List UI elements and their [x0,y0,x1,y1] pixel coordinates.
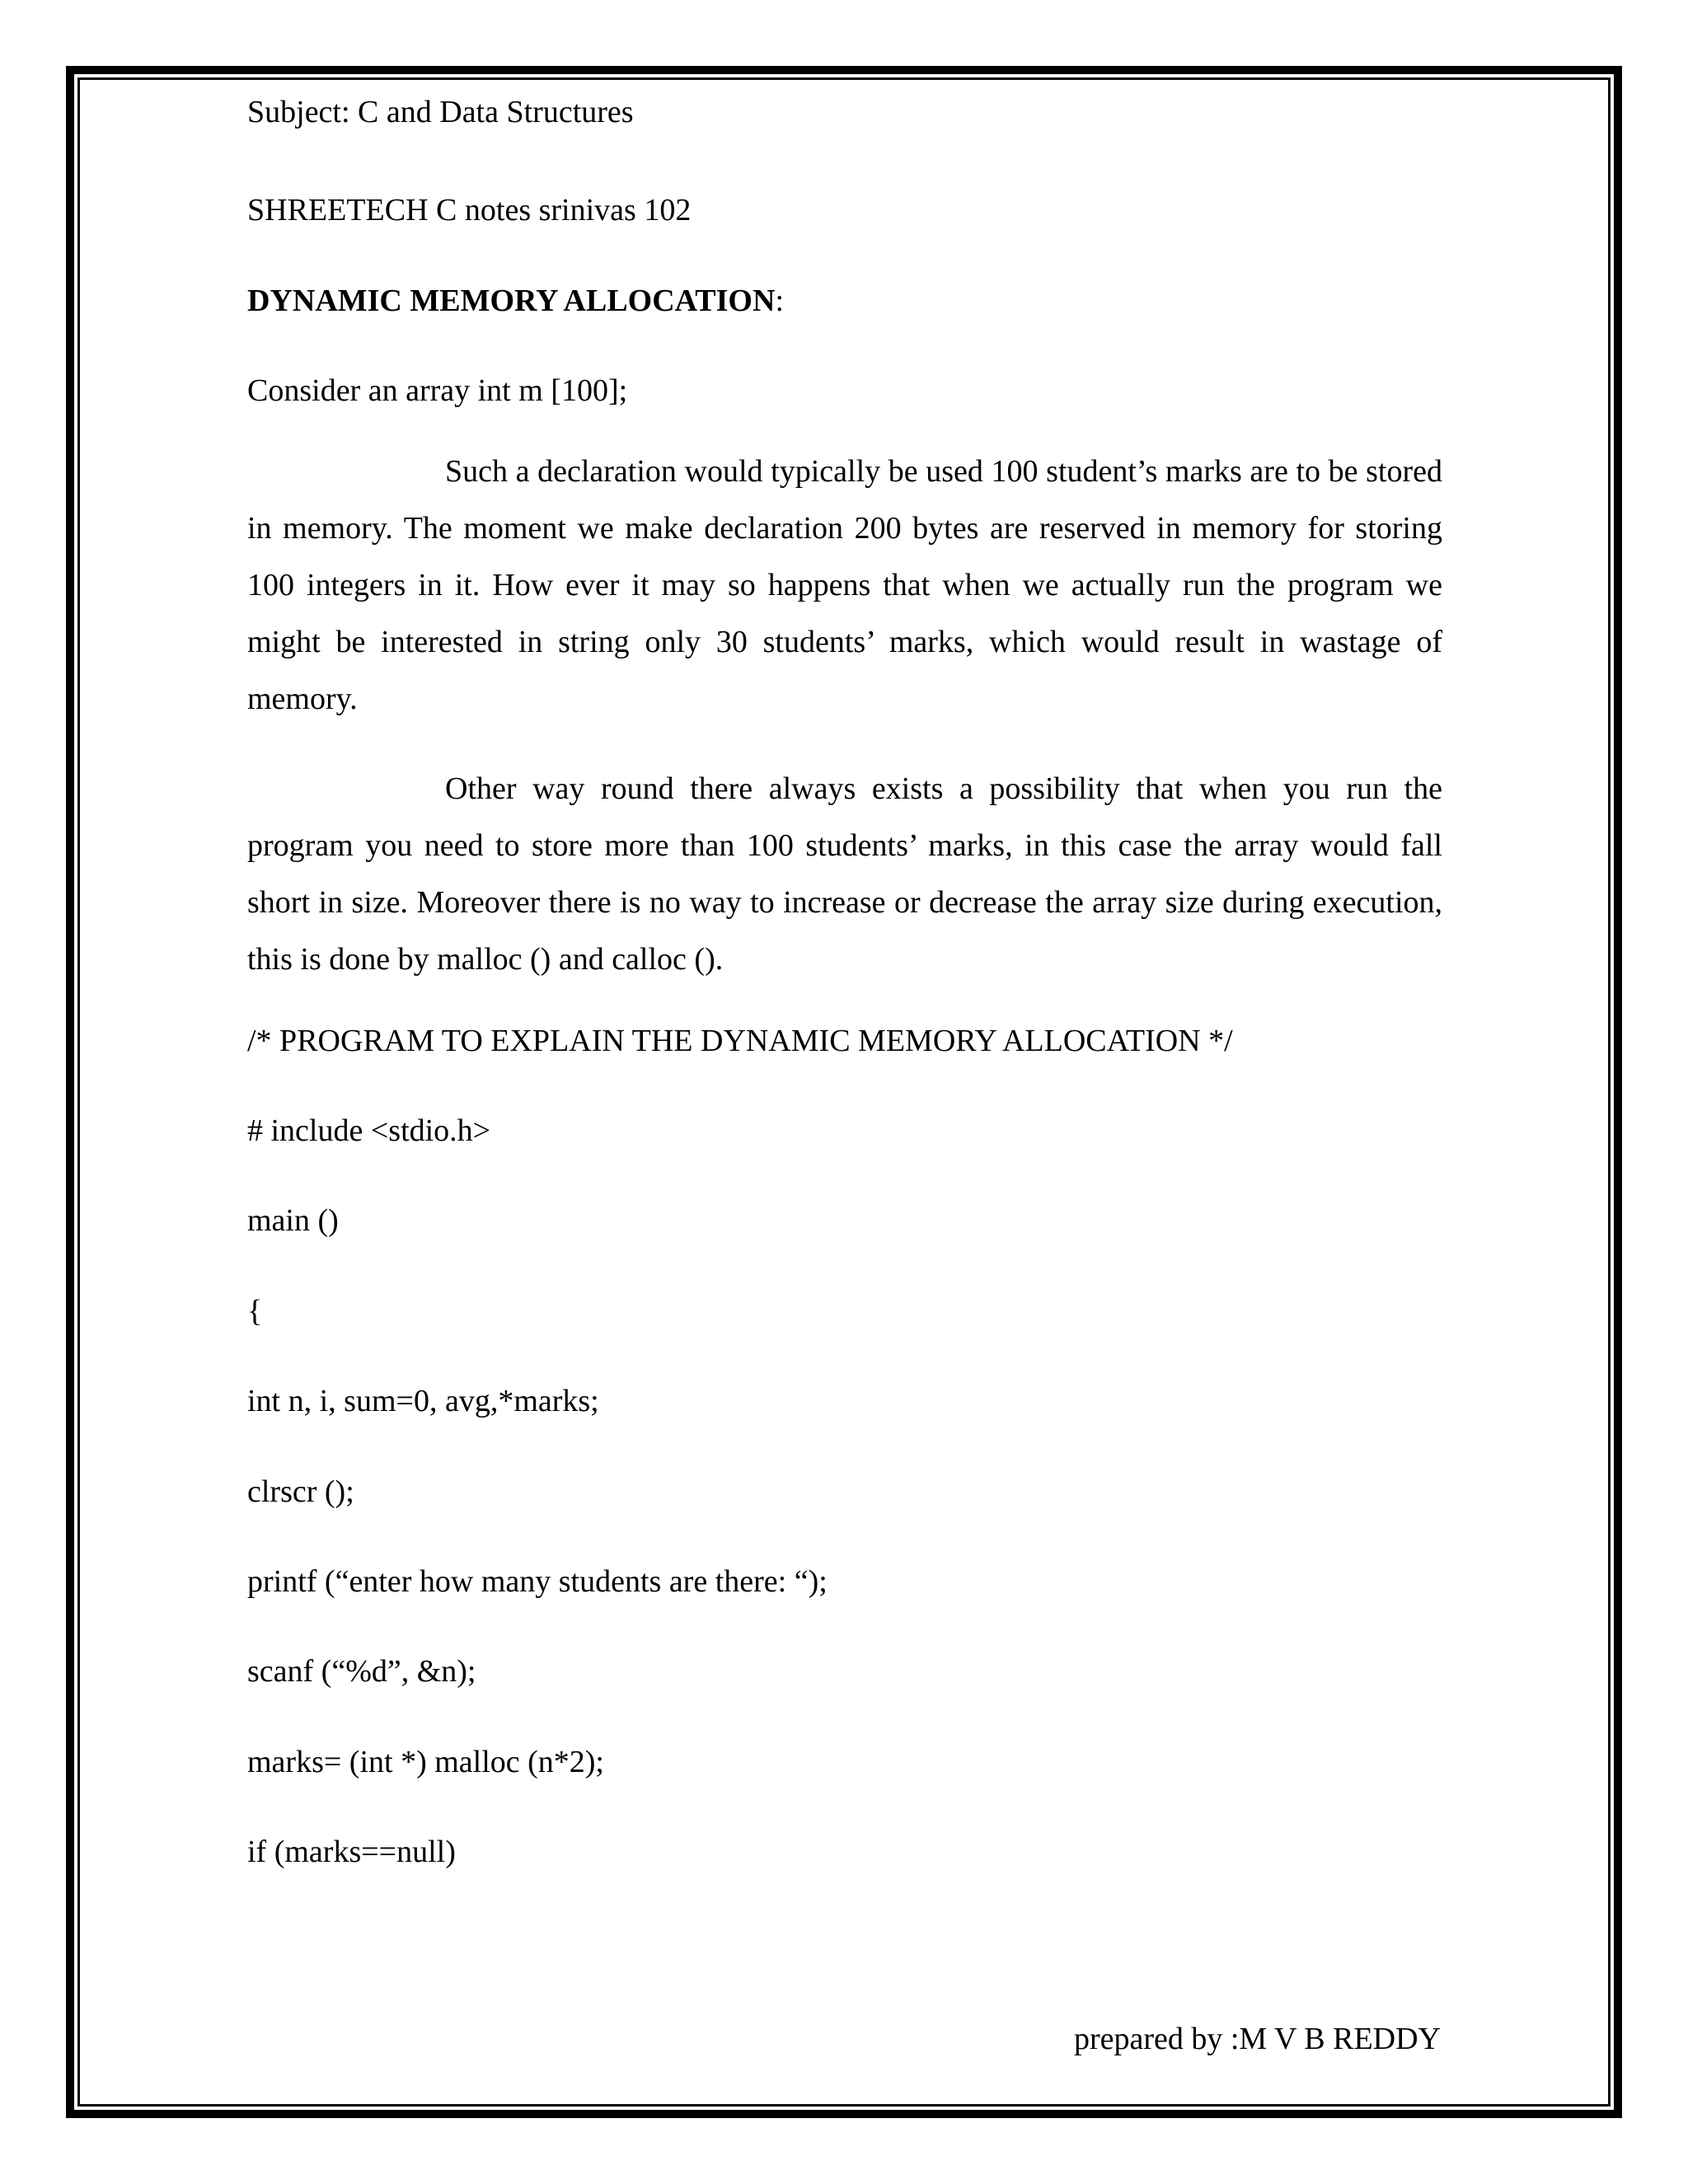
code-line: scanf (“%d”, &n); [247,1654,476,1690]
paragraph-1: Such a declaration would typically be used 100 student’s marks are to be stored in memory. The moment we make declaration 200 bytes are reserved in memory for storing 100 integers in it. How ever it may so happens that when we actually run the program we might be interested in string only 30 students’ marks, which would result in wastage of memory. [247,453,1442,716]
code-line: # include <stdio.h> [247,1113,491,1148]
paragraph-2: Other way round there always exists a possibility that when you run the program you need to store more than 100 students’ marks, in this case the array would fall short in size. Moreover there is no way to increase or decrease the array size during execution, this is done by malloc () and calloc (). [247,771,1442,977]
code-line: { [247,1293,263,1329]
program-comment: /* PROGRAM TO EXPLAIN THE DYNAMIC MEMORY ALLOCATION */ [247,1023,1233,1058]
section-heading: DYNAMIC MEMORY ALLOCATION [247,283,776,318]
code-line: printf (“enter how many students are there: “); [247,1563,828,1599]
code-line: marks= (int *) malloc (n*2); [247,1744,604,1779]
code-line: main () [247,1203,339,1239]
footer-credit: prepared by :M V B REDDY [1073,2022,1441,2056]
intro-line: Consider an array int m [100]; [247,373,628,409]
code-line: clrscr (); [247,1474,354,1509]
subject-line: Subject: C and Data Structures [247,95,634,129]
code-line: int n, i, sum=0, avg,*marks; [247,1384,599,1419]
source-line: SHREETECH C notes srinivas 102 [247,193,692,228]
document-content [247,92,1442,1872]
section-heading-colon: : [775,283,784,318]
section-heading-line [247,281,1442,321]
code-line: if (marks==null) [247,1835,456,1870]
